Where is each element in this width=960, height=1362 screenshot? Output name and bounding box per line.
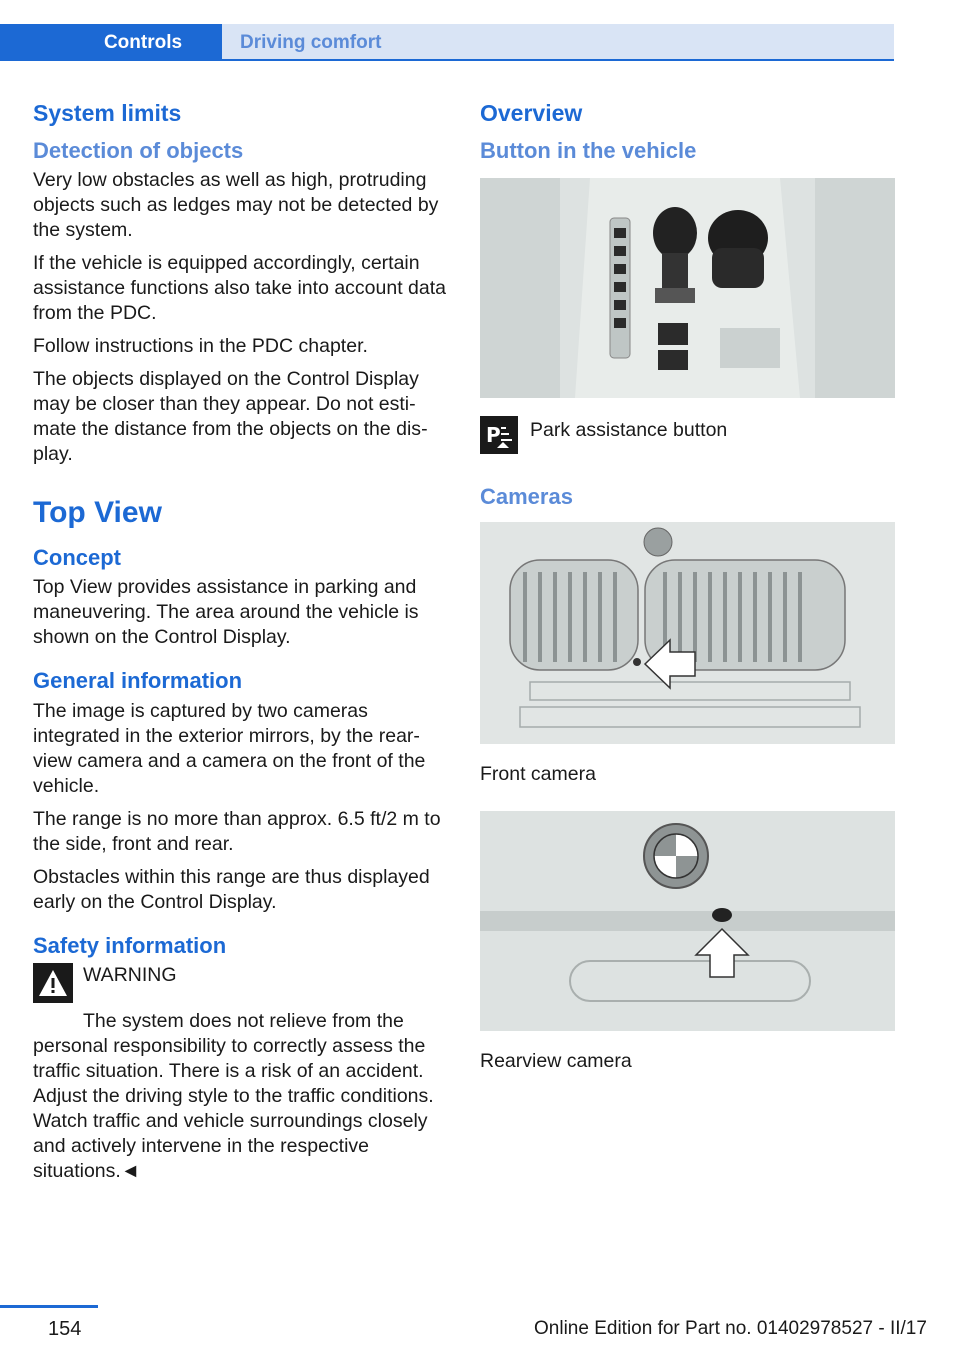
right-column [480,100,895,1098]
top-view-heading: Top View [33,495,162,529]
detection-paragraph-4: The objects displayed on the Control Display may be closer than they appear. Do not estimate the distance from the objects on the display. [33,367,428,465]
tab-controls[interactable]: Controls [0,24,222,61]
warning-block [33,963,451,1003]
general-paragraph-2: The range is no more than approx. 6.5 ft/2 m to the side, front and rear. [33,807,441,855]
center-console-image [480,178,895,398]
svg-text:P: P [486,422,501,447]
page-number: 154 [48,1318,82,1340]
concept-paragraph: Top View provides assistance in parking and maneuvering. The area around the vehicle is shown on the Control Display. [33,576,419,649]
system-limits-heading: System limits [33,100,182,126]
footer-divider [0,1305,98,1308]
detection-paragraph-3: Follow instructions in the PDC chapter. [33,334,368,357]
detection-paragraph-2: If the vehicle is equipped accordingly, certain assistance functions also take into account data from the PDC. [33,251,447,324]
park-assistance-row [480,416,895,454]
button-in-vehicle-heading: Button in the vehicle [480,137,697,163]
park-assistance-caption: Park assistance button [530,418,728,441]
cameras-heading: Cameras [480,483,573,509]
park-assistance-icon [480,416,518,454]
detection-paragraph-1: Very low obstacles as well as high, protruding objects such as ledges may not be detected by the system. [33,168,439,241]
general-info-heading: General information [33,668,243,694]
concept-heading: Concept [33,544,121,570]
rearview-camera-image [480,811,895,1031]
tab-driving-comfort[interactable]: Driving comfort [222,24,894,61]
edition-text: Online Edition for Part no. 01402978527 - II/17 [534,1318,927,1339]
overview-heading: Overview [480,100,583,126]
left-column [33,100,451,1192]
warning-label: WARNING [83,964,177,987]
header-divider [0,59,894,61]
detection-heading: Detection of objects [33,137,244,163]
safety-info-heading: Safety information [33,932,227,958]
warning-text: The system does not relieve from the personal responsibility to correctly assess the traffic situation. There is a risk of an accident. Adjust the driving style to the traffic conditions. Watch traffic and vehicle surroundings closely and actively intervene in the respective situations.◄ [33,1010,434,1183]
general-paragraph-3: Obstacles within this range are thus displayed early on the Control Display. [33,865,430,913]
front-camera-caption: Front camera [480,763,596,786]
general-paragraph-1: The image is captured by two cameras integrated in the exterior mirrors, by the rearview camera and a camera on the front of the vehicle. [33,699,426,797]
rearview-camera-caption: Rearview camera [480,1050,632,1073]
page-header [0,0,960,62]
warning-triangle-icon [33,963,73,1003]
front-camera-image [480,522,895,744]
